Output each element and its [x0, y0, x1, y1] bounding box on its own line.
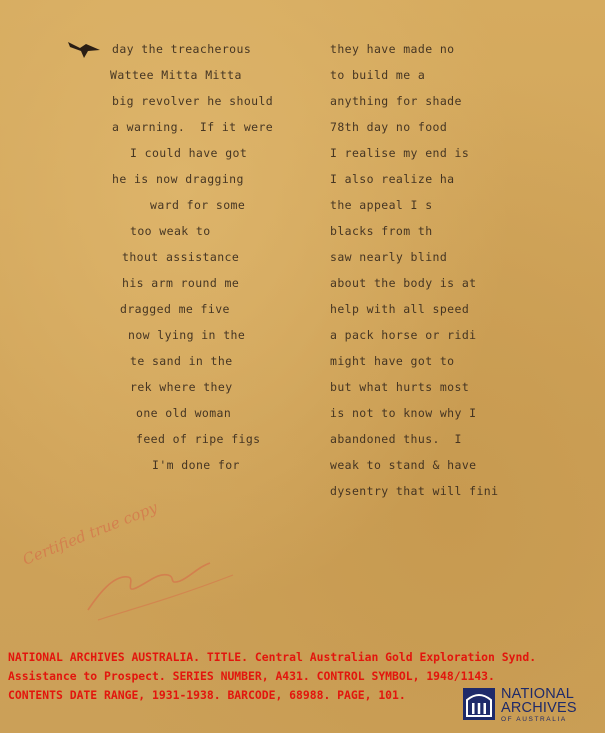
- bird-mark-icon: [66, 38, 102, 60]
- text-line: his arm round me: [122, 276, 240, 290]
- logo-line: ARCHIVES: [501, 700, 577, 716]
- text-line: thout assistance: [122, 250, 240, 264]
- text-line: feed of ripe figs: [136, 432, 261, 446]
- text-line: one old woman: [136, 406, 232, 420]
- text-line: to build me a: [330, 68, 426, 82]
- text-line: I could have got: [130, 146, 248, 160]
- text-line: he is now dragging: [112, 172, 244, 186]
- text-line: help with all speed: [330, 302, 470, 316]
- caption-line: NATIONAL ARCHIVES AUSTRALIA. TITLE. Central Australian Gold Exploration Synd.: [8, 650, 537, 664]
- text-line: a pack horse or ridi: [330, 328, 477, 342]
- logo-line: NATIONAL: [501, 686, 575, 702]
- text-line: ward for some: [150, 198, 246, 212]
- text-line: blacks from th: [330, 224, 433, 238]
- text-line: te sand in the: [130, 354, 233, 368]
- text-line: a warning. If it were: [112, 120, 274, 134]
- certification-stamp: Certified true copy: [20, 498, 160, 569]
- text-line: 78th day no food: [330, 120, 448, 134]
- text-line: might have got to: [330, 354, 455, 368]
- text-line: big revolver he should: [112, 94, 274, 108]
- naa-logo: [463, 686, 603, 726]
- text-line: dysentry that will fini: [330, 484, 499, 498]
- text-line: abandoned thus. I: [330, 432, 462, 446]
- caption-line: Assistance to Prospect. SERIES NUMBER, A431. CONTROL SYMBOL, 1948/1143.: [8, 669, 495, 683]
- signature-icon: [18, 515, 248, 625]
- text-line: is not to know why I: [330, 406, 477, 420]
- text-line: now lying in the: [128, 328, 246, 342]
- text-line: saw nearly blind: [330, 250, 448, 264]
- naa-name: [501, 687, 577, 715]
- text-line: rek where they: [130, 380, 233, 394]
- text-line: they have made no: [330, 42, 455, 56]
- text-line: I also realize ha: [330, 172, 455, 186]
- caption-line: CONTENTS DATE RANGE, 1931-1938. BARCODE, 68988. PAGE, 101.: [8, 688, 406, 702]
- text-line: Wattee Mitta Mitta: [110, 68, 242, 82]
- naa-subtitle: OF AUSTRALIA: [501, 716, 567, 723]
- text-line: about the body is at: [330, 276, 477, 290]
- text-line: I'm done for: [152, 458, 240, 472]
- text-line: but what hurts most: [330, 380, 470, 394]
- text-line: anything for shade: [330, 94, 462, 108]
- text-line: weak to stand & have: [330, 458, 477, 472]
- text-line: dragged me five: [120, 302, 230, 316]
- text-line: day the treacherous: [112, 42, 252, 56]
- archives-emblem-icon: [463, 688, 495, 720]
- text-line: the appeal I s: [330, 198, 433, 212]
- text-line: I realise my end is: [330, 146, 470, 160]
- text-line: too weak to: [130, 224, 211, 238]
